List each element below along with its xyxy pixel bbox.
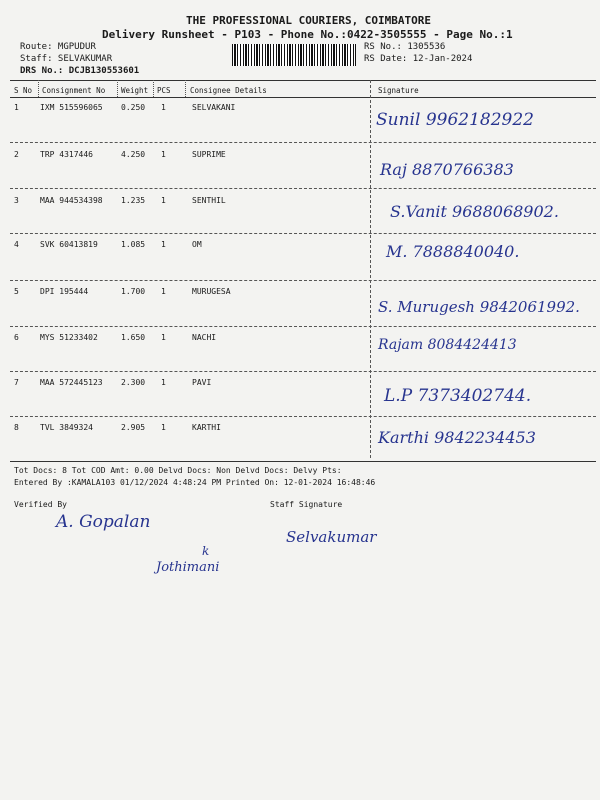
row-pcs: 1 [161, 240, 166, 249]
row-divider [10, 280, 596, 281]
row-signature: Karthi 9842234453 [378, 428, 536, 447]
row-consignment: TRP 4317446 [40, 150, 93, 159]
row-weight: 4.250 [121, 150, 146, 159]
row-sno: 8 [14, 423, 19, 432]
entered-by-line: Entered By :KAMALA103 01/12/2024 4:48:24 PM Printed On: 12-01-2024 16:48:46 [14, 478, 376, 487]
row-weight: 1.085 [121, 240, 146, 249]
row-consignee: SENTHIL [192, 196, 226, 205]
row-sno: 6 [14, 333, 19, 342]
row-consignee: SUPRIME [192, 150, 226, 159]
row-consignment: DPI 195444 [40, 287, 89, 296]
runsheet-title: Delivery Runsheet - P103 - Phone No.:0422-3505555 - Page No.:1 [102, 28, 513, 41]
row-signature: Sunil 9962182922 [376, 110, 534, 130]
col-sep [153, 80, 154, 97]
row-weight: 2.905 [121, 423, 146, 432]
row-sno: 4 [14, 240, 19, 249]
row-divider [10, 371, 596, 372]
signature-col-sep [370, 80, 371, 458]
row-weight: 1.700 [121, 287, 146, 296]
row-signature: Rajam 8084424413 [378, 337, 517, 353]
row-pcs: 1 [161, 378, 166, 387]
row-pcs: 1 [161, 103, 166, 112]
row-consignee: KARTHI [192, 423, 221, 432]
verified-note: Jothimani [156, 560, 220, 575]
row-divider [10, 188, 596, 189]
row-divider [10, 142, 596, 143]
row-consignee: MURUGESA [192, 287, 231, 296]
row-pcs: 1 [161, 150, 166, 159]
company-title: THE PROFESSIONAL COURIERS, COIMBATORE [186, 14, 432, 27]
row-consignee: PAVI [192, 378, 212, 387]
row-consignment: MAA 944534398 [40, 196, 103, 205]
row-weight: 2.300 [121, 378, 146, 387]
staff-signature: Selvakumar [286, 528, 377, 546]
row-pcs: 1 [161, 287, 166, 296]
row-consignment: TVL 3849324 [40, 423, 93, 432]
row-sno: 3 [14, 196, 19, 205]
table-bottom-rule [10, 461, 596, 462]
row-consignment: IXM 515596065 [40, 103, 103, 112]
table-header-rule [10, 97, 596, 98]
verified-initial: k [202, 544, 210, 558]
row-signature: L.P 7373402744. [384, 386, 532, 406]
row-signature: S.Vanit 9688068902. [390, 202, 559, 221]
col-sno: S No [14, 86, 33, 95]
row-divider [10, 233, 596, 234]
row-pcs: 1 [161, 423, 166, 432]
col-consignee: Consignee Details [190, 86, 267, 95]
row-weight: 1.235 [121, 196, 146, 205]
verified-by-label: Verified By [14, 500, 67, 509]
col-sep [117, 80, 118, 97]
staff-label: Staff: SELVAKUMAR [20, 54, 113, 64]
row-sno: 2 [14, 150, 19, 159]
col-weight: Weight [121, 86, 149, 95]
verified-signature: A. Gopalan [56, 512, 151, 532]
table-top-rule [10, 80, 596, 81]
row-sno: 7 [14, 378, 19, 387]
rs-number: RS No.: 1305536 [364, 42, 446, 52]
row-consignee: OM [192, 240, 202, 249]
row-weight: 0.250 [121, 103, 146, 112]
row-consignee: SELVAKANI [192, 103, 236, 112]
col-consignment: Consignment No [42, 86, 106, 95]
row-consignee: NACHI [192, 333, 217, 342]
col-sep [38, 80, 39, 97]
row-sno: 1 [14, 103, 19, 112]
row-consignment: MAA 572445123 [40, 378, 103, 387]
col-pcs: PCS [157, 86, 171, 95]
route-label: Route: MGPUDUR [20, 42, 96, 52]
row-signature: M. 7888840040. [386, 242, 520, 261]
row-sno: 5 [14, 287, 19, 296]
row-consignment: MYS 51233402 [40, 333, 98, 342]
row-signature: S. Murugesh 9842061992. [378, 298, 580, 316]
row-divider [10, 416, 596, 417]
staff-signature-label: Staff Signature [270, 500, 343, 509]
row-pcs: 1 [161, 333, 166, 342]
totals-line: Tot Docs: 8 Tot COD Amt: 0.00 Delvd Docs: Non Delvd Docs: Delvy Pts: [14, 466, 342, 475]
row-divider [10, 326, 596, 327]
row-consignment: SVK 60413819 [40, 240, 98, 249]
rs-date: RS Date: 12-Jan-2024 [364, 54, 473, 64]
barcode [232, 44, 356, 66]
row-signature: Raj 8870766383 [380, 160, 514, 179]
row-pcs: 1 [161, 196, 166, 205]
row-weight: 1.650 [121, 333, 146, 342]
drs-number: DRS No.: DCJB130553601 [20, 66, 140, 76]
col-signature: Signature [378, 86, 419, 95]
col-sep [185, 80, 186, 97]
